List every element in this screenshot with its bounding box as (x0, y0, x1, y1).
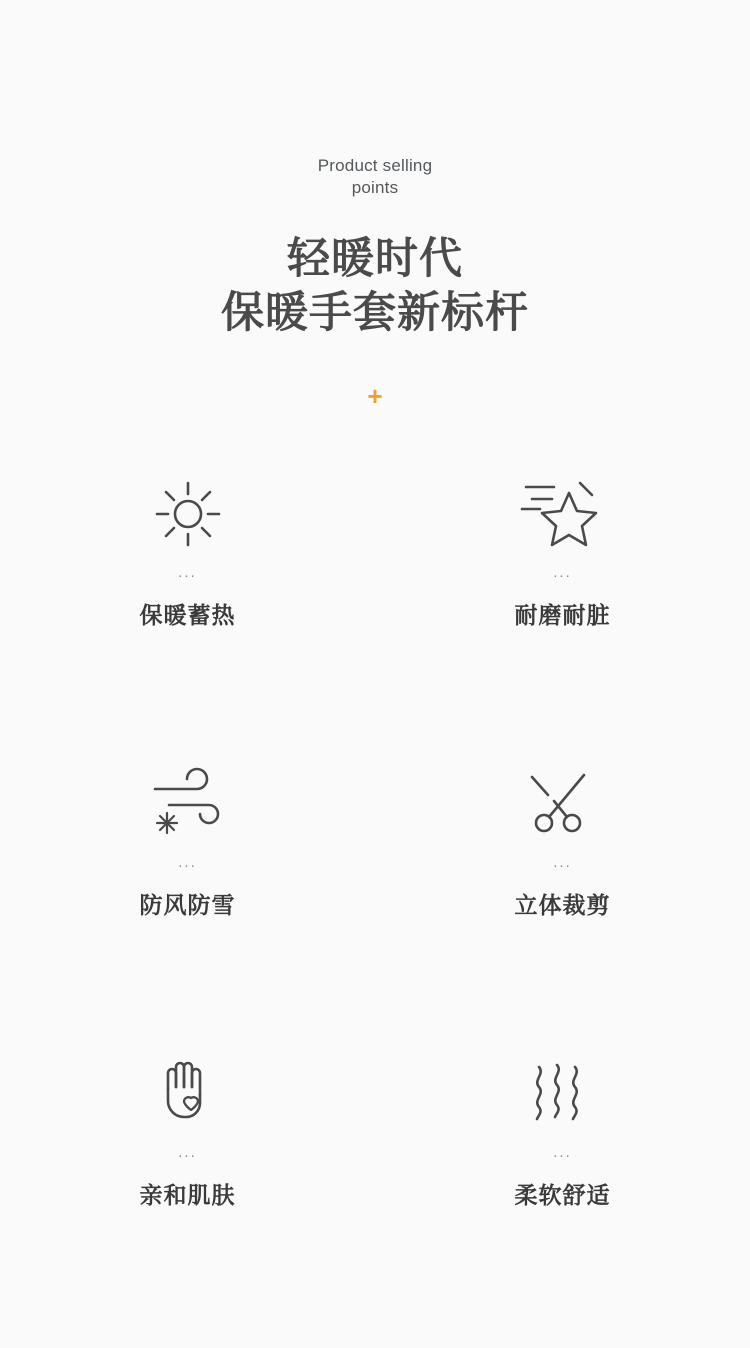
page-title (0, 232, 750, 340)
steam-waves-icon (523, 1048, 603, 1140)
feature-dots: ... (553, 564, 572, 581)
feature-label: 耐磨耐脏 (514, 602, 611, 628)
feature-dots: ... (178, 1144, 197, 1161)
feature-item-skin-friendly (0, 1048, 375, 1338)
feature-row (0, 1048, 750, 1338)
plus-icon: + (367, 381, 383, 411)
sun-icon (149, 468, 227, 560)
feature-label: 柔软舒适 (514, 1182, 611, 1208)
feature-grid (0, 468, 750, 1338)
feature-label: 保暖蓄热 (139, 602, 236, 628)
feature-row (0, 468, 750, 758)
feature-dots: ... (178, 854, 197, 871)
feature-item-warmth (0, 468, 375, 758)
hand-heart-icon (152, 1048, 224, 1140)
feature-dots: ... (553, 854, 572, 871)
feature-item-durability (375, 468, 750, 758)
feature-dots: ... (178, 564, 197, 581)
feature-item-windproof (0, 758, 375, 1048)
feature-label: 立体裁剪 (514, 892, 611, 918)
feature-item-tailoring (375, 758, 750, 1048)
eyebrow-line-2: points (351, 178, 399, 197)
feature-row (0, 758, 750, 1048)
star-speed-icon (520, 468, 606, 560)
wind-snowflake-icon (145, 758, 231, 850)
feature-dots: ... (553, 1144, 572, 1161)
headline-line-2: 保暖手套新标杆 (221, 289, 529, 337)
feature-label: 防风防雪 (139, 892, 236, 918)
feature-label: 亲和肌肤 (139, 1182, 236, 1208)
scissors-icon (524, 758, 602, 850)
feature-item-softness (375, 1048, 750, 1338)
eyebrow-line-1: Product selling (317, 156, 433, 175)
headline-line-1: 轻暖时代 (287, 235, 463, 283)
eyebrow-text (0, 155, 750, 199)
